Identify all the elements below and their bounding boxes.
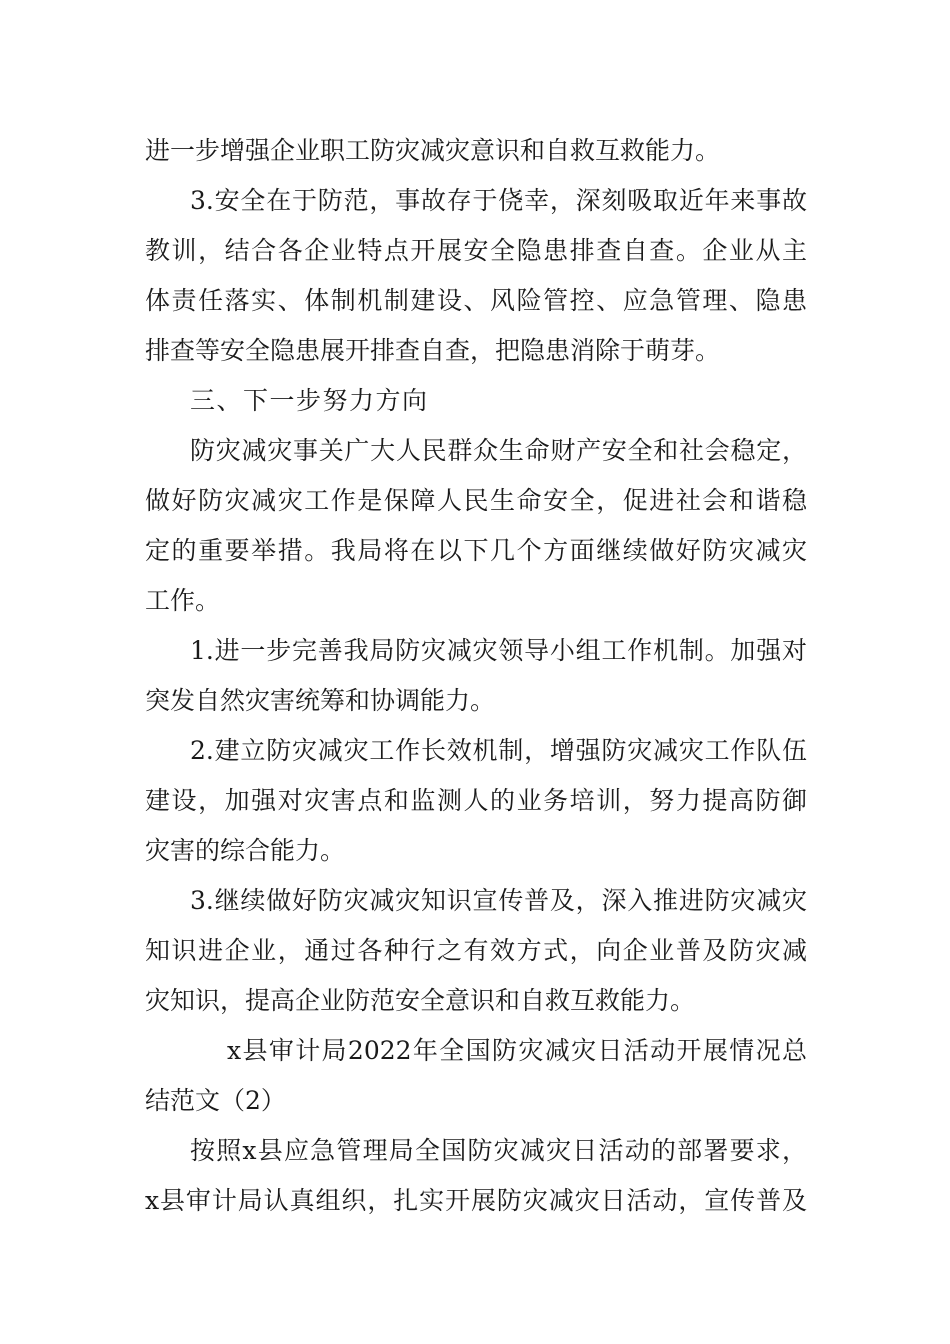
text-line: 教训，结合各企业特点开展安全隐患排查自查。企业从主 (145, 236, 807, 265)
text-line: 灾害的综合能力。 (145, 836, 346, 865)
text-line: 1.进一步完善我局防灾减灾领导小组工作机制。加强对 (190, 636, 807, 665)
document-body (145, 126, 807, 1226)
text-line: 防灾减灾事关广大人民群众生命财产安全和社会稳定， (190, 436, 807, 465)
text-line: 突发自然灾害统筹和协调能力。 (145, 686, 496, 715)
text-line: 工作。 (145, 586, 221, 615)
text-line: 做好防灾减灾工作是保障人民生命安全，促进社会和谐稳 (145, 486, 807, 515)
text-line: 建设，加强对灾害点和监测人的业务培训，努力提高防御 (145, 786, 807, 815)
text-line: 排查等安全隐患展开排查自查，把隐患消除于萌芽。 (145, 336, 721, 365)
text-line: 进一步增强企业职工防灾减灾意识和自救互救能力。 (145, 136, 721, 165)
text-line: 灾知识，提高企业防范安全意识和自救互救能力。 (145, 986, 696, 1015)
paragraph-awareness-ending (145, 126, 807, 176)
text-line: 体责任落实、体制机制建设、风险管控、应急管理、隐患 (145, 286, 807, 315)
paragraph-hazard-inspection (145, 176, 807, 376)
text-line: 3.继续做好防灾减灾知识宣传普及，深入推进防灾减灾 (190, 886, 807, 915)
title-line: 结范文（2） (145, 1086, 286, 1115)
paragraph-audit-bureau-activities (145, 1126, 807, 1226)
text-line: 按照x县应急管理局全国防灾减灾日活动的部署要求， (190, 1136, 807, 1165)
text-line: 3.安全在于防范，事故存于侥幸，深刻吸取近年来事故 (190, 186, 807, 215)
title-line: x县审计局2022年全国防灾减灾日活动开展情况总 (227, 1036, 807, 1065)
text-line: 定的重要举措。我局将在以下几个方面继续做好防灾减灾 (145, 536, 807, 565)
section-heading-next-steps (145, 376, 807, 426)
paragraph-item-3 (145, 876, 807, 1026)
text-line: 知识进企业，通过各种行之有效方式，向企业普及防灾减 (145, 936, 807, 965)
text-line: 2.建立防灾减灾工作长效机制，增强防灾减灾工作队伍 (190, 736, 807, 765)
paragraph-item-1 (145, 626, 807, 726)
section-heading-text: 三、下一步努力方向 (190, 386, 429, 415)
paragraph-disaster-prevention-intro (145, 426, 807, 626)
paragraph-item-2 (145, 726, 807, 876)
document-title-2 (145, 1026, 807, 1126)
text-line: x县审计局认真组织，扎实开展防灾减灾日活动，宣传普及 (145, 1186, 807, 1215)
